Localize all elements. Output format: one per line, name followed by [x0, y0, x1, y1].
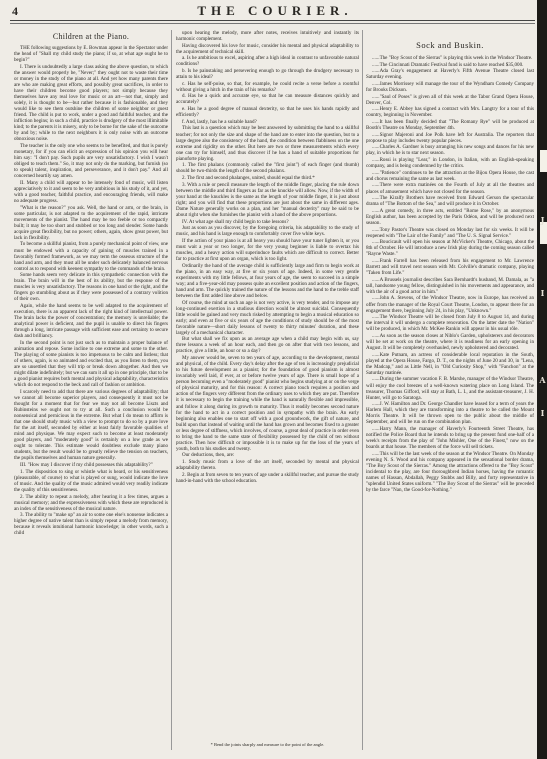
- article-paragraph: Some hands seem very delicate in this sympathetic connection with the brain. The brain will in the best of its ability, but the response of the muscles is very unsatisfactory. The reasons in one hand or the right, and the fingers go stumbling about as if they were possessed of a contrary volition of their own.: [14, 272, 168, 303]
- header-rule-thin: [10, 23, 535, 24]
- edge-letter: I: [540, 288, 545, 298]
- footnote: * Bend the joints sharply and measure to the point of the angle.: [210, 742, 325, 747]
- article-paragraph: e. Has he a good degree of manual dexterity, so that he uses his hands rapidly and efficiently?: [176, 106, 359, 119]
- article-paragraph: ......Frank Farrell has been released from his engagement to Mr. Lawrence Barrett and will travel next season with Mr. Colville's dramatic company, playing "Taken from Life.": [366, 258, 534, 277]
- article-paragraph: ......As soon as the season closes at Niblo's Garden, upholsterers and decorators will be set at work on the theatre, where it is readiness for an early opening in August. It will be completely overhauled, newly upholstered and decorated.: [366, 332, 534, 352]
- article-paragraph: I scarcely need to add that there are various degrees of adaptability; that we cannot all become superior players, and consequently it must not be thought for a moment that for fear we may not all become Liszts and Rubinsteins we ought not to try at all. Such a conclusion would be nonsensical and pernicious in the extreme. But what I do mean to affirm is that one should study music with a view to prompt to do so by a pure love for the art itself, seconded by either at least fairly favorable qualities of mind and physique. We may expect such to become at least moderately good players, and "moderately good" is certainly on a low grade as we ought to tolerate. This estimate would doubtless exclude many piano students, but the result would be to greatly relieve the tension on teachers, the pupils themselves and human nature generally.: [14, 388, 168, 462]
- article-paragraph: ......Ada Gray's engagement at Haverly's Fifth Avenue Theatre closed last Saturday evening.: [366, 68, 534, 81]
- edge-mark: [540, 222, 547, 244]
- article-paragraph: II. Many a child will appear to be intensely fond of music, will listen appreciatively to it and seem to be very ambitious in his study of it, and yet, with a good teacher, faithful practice, and encouraging friends, will make no adequate progress.: [14, 179, 168, 204]
- edge-letter: I: [540, 408, 545, 418]
- article-paragraph: ......The Windsor Theatre will be closed from July 8 to August 14, and during the interval it will undergo a complete renovation. On the latter date the "Nation" will be produced, in which Mr. McKee Rankin will appear in his usual rôle.: [366, 314, 534, 333]
- article-paragraph: ......"Saul of Poses" is given all of this week at the Tabor Grand Opera House, Denver, Col.: [366, 93, 534, 106]
- article-paragraph: Ordinarily the hand of the average child is sufficiently large and firm to begin work at the piano, in an easy way, at five or six years of age. Indeed, in some very gentle experiments with my little fellows, at four years of age, the seem to succeed in a simple way; and a five-year-old may possess quite an excellent position and action of the fingers, hand and arm. The quickly trained the nature of the lessons and the hand to the treble staff between the first added line above and below.: [176, 262, 359, 299]
- article-paragraph: Having discovered his love for music, consider his mental and physical adaptability to the acquirement of technical skill.: [176, 42, 359, 55]
- article-paragraph: 1. The disposition to sing or whistle what is heard, or his sensitiveness (pleasurable, of course) to what is played or sung, would indicate the love of music. And the quality of the music admired would very readily indicate the quality of this sensitiveness.: [14, 468, 168, 493]
- article-paragraph: d. Has he a quick and accurate eye, so that he can measure distances quickly and accurately?: [176, 93, 359, 106]
- article-paragraph: ......Signor Majeroni and Joe Polk have left for Australia. The reporters that propose to play includes twenty popular pieces.: [366, 131, 534, 144]
- masthead: THE COURIER.: [197, 3, 353, 18]
- article-paragraph: ......A Brussels journalist describes Sara Bernhardt's husband, M. Damala, as "a tall, handsome young fellow, distinguished in his movements and appearance, and with the air of a good actor in him.": [366, 276, 534, 295]
- article-paragraph: ......John A. Stevens, of the Windsor Theatre, now in Europe, has received an offer from the manager of the Royal Court Theatre, London, to appear there for an engagement there, beginning July 24, in his play, "Unknown.": [366, 295, 534, 314]
- article-paragraph: 1. The first phalanx (commonly called the "first joint") of each finger (and thumb) should be two-thirds the length of the second phalanx.: [176, 162, 359, 175]
- article-paragraph: ......Henry E. Abbey has signed a contract with Mrs. Langtry for a tour of this country, beginning in November.: [366, 106, 534, 119]
- article-paragraph: 3. The ability to "make up" an air to some one else's nonsense indicates a higher degree of native talent than is simply repeat a melody from memory, because it reveals intuitional harmonic knowledge; in other words, such a child: [14, 512, 168, 537]
- article-paragraph: a. Is he ambitious to excel, aspiring after a high ideal in contrast to unfavorable natural conditions?: [176, 55, 359, 68]
- article-paragraph: III. "How may I discover if my child possesses this adaptability?": [20, 462, 153, 469]
- article-paragraph: ......A great comedy, in three acts, entitled "Rome Rose," by an anonymous English author, has been accepted by the Paris Odéon, and will be produced next season.: [366, 207, 534, 226]
- edge-letter: A: [539, 375, 546, 385]
- article-paragraph: ......It has been finally decided that "The Romany Rye" will be produced at Booth's Theatre on Monday, September 4th.: [366, 119, 534, 132]
- article-paragraph: ......Kate Putnam, an actress of considerable local reputation in the South, played at the Opera House, Fargo, D. T., on the nights of June 20 and 30, in "Lena, the Madcap," and as Little Nell, in "Old Curiosity Shop," with "Fanchon" at the Saturday matinée.: [366, 351, 534, 376]
- article-paragraph: 2. The ability to repeat a melody, after hearing it a few times, argues a musical memory; and the expressiveness with which these are reproduced is an index of the sensitiveness of the musical nature.: [14, 493, 168, 512]
- column-divider: [362, 30, 363, 750]
- article-paragraph: IV. At what age shall my child begin to take lessons?: [182, 218, 289, 225]
- article-paragraph: ......"Patience" continues to be the attraction at the Bijou Opera House, the cast and chorus remaining the same as last week.: [366, 169, 534, 182]
- article-paragraph: ......Harry Mann, the manager of Haverly's Fourteenth Street Theatre, has notified the Police Board that he intends to bring up the present fund one-half of a week's receipts from the play of "John Mishler, One of the Finest," now on the boards at that house. The members of the force will sell tickets.: [366, 426, 534, 451]
- article-paragraph: f. And, lastly, has he a suitable hand?: [182, 118, 257, 125]
- edge-mark: [540, 150, 547, 172]
- article-paragraph: Of course, the mind at such an age is not very active, is very tender, and to impose any long-continued exertion in a studious direction would be almost suicidal. Consequently little would be gained and very much risked by attempting to begin a musical education so early; and even at five or six years of age the conditions of study should be of the most favorable nature—short daily lessons of twenty to thirty minutes' duration, and these largely of a mechanical character.: [176, 299, 359, 336]
- edge-letter: J: [540, 215, 545, 225]
- article-paragraph: c. Has he self-poise, so that, for example, he could recite a verse before a roomful without giving a hitch in the train of his remarks?: [176, 80, 359, 93]
- article-paragraph: b. Is he painstaking and persevering enough to go through the drudgery necessary to attain to his ideal?: [176, 68, 359, 81]
- column-children-at-piano: [14, 30, 168, 752]
- article-paragraph: ......During the summer vacation F. B. Marshe, manager of the Windsor Theatre, will enjoy the cool breezes of a well-known watering place on Long Island. The treasurer, Thomas Gifford, will stay at Bath, L. I., and the assistant-treasurer, J. H. Hunter, will go to Saratoga.: [366, 376, 534, 401]
- article-paragraph: I. There is undoubtedly a large class asking the above question, to which the answer would properly be, "Never;" they ought not to waste their time or money in the study of the piano at all. And yet how many parents there are who are making great efforts, and possibly great sacrifices, in order to have their children become good players; not simply because they themselves have any real love for music or an art—not that, simply and solely, it is thought to be—but rather because it is fashionable, and they would like to see them outshine the children of some neighbor or guest friend. The child is put to work, under a good and faithful teacher, and the infliction begins; in such a child, practice is drudgery of the most illimitable kind; to the parents it is misery, only to be borne for the sake of the outcome by and by; while to the next neighbors it is only noise with an outcome obnoxious noise.: [14, 63, 168, 143]
- article-heading: Sock and Buskin.: [416, 40, 484, 50]
- article-paragraph: But what shall we fix upon as an average age when a child may begin with us, say three lessons a week of an hour each, and then go on after that with two lessons, and practice, give a little, an hour or so a day?: [176, 336, 359, 355]
- article-paragraph: 3. With a rule or pencil measure the length of the middle finger, placing the rule down between the middle and third fingers as far as the knuckle will allow. Now, if the width of your hand at the knuckles is the same as the length of your middle finger, it is just about right; and you will find that these proportions are just about the same in different ages. Dame Nature generally works on a plan, and her "manual dexterity" may be said to be about right when she furnishes the pianist with a hand of the above proportions.: [176, 181, 359, 218]
- article-paragraph: The teacher is the only one who seems to be benefited, and that is purely monetary, for if you can elicit an expression of his opinion you will hear him say: "I don't pay. Such pupils are very unsatisfactory. I wish I wasn't obliged to teach them." So, it may not only do the marking, but furnish (so to speak) talent, inspiration, and perseverance, and it don't pay." And all concerned heartily say amen.: [14, 142, 168, 180]
- column-sock-and-buskin: [366, 30, 534, 752]
- article-paragraph: ......The Cincinnati Dramatic Festival fund is said to have reached $35,000.: [372, 61, 524, 68]
- article-paragraph: 2. The first and second phalanges, united, should equal the third.*: [182, 175, 315, 182]
- article-paragraph: ......J. W. Hamilton and Dr. George Chandler have leased for a term of years the Harlem Hall, which they are transforming into a theatre to be called the Mount Morris Theatre. It will be thrown open to the public about the middle of September, and will be run on the combination plan.: [366, 401, 534, 426]
- article-paragraph: ......There were extra matinées on the Fourth of July at all the theatres and places of amusement which have not closed for the season.: [366, 182, 534, 195]
- article-paragraph: Just as soon as you discover, by the foregoing criteria, his adaptability to the study of music, and his hand is large enough to comfortably cover five white keys.: [176, 225, 359, 238]
- article-paragraph: ......Rossi is playing "Lear," in London, in Italian, with an English-speaking company, and is being condemned by the critics.: [366, 157, 534, 170]
- article-paragraph: To become a skillful pianist, from a purely mechanical point of view, one must be endowed with a capacity of gaining of muscles trained in a favorably formed framework, as we may term the osseous structure of the hand and arm, and they must all be under such delicately balanced nervous control as to respond with keenest sympathy to the commands of the brain.: [14, 241, 168, 272]
- article-paragraph: THE following suggestions by E. Bowman appear in the Spectator under the head of "Shall my child study the piano; if so, at what age ought he to begin?": [14, 45, 168, 64]
- article-paragraph: upon hearing the melody, more after notes, receives intuitively and instantly its harmonic complement.: [176, 30, 359, 43]
- article-paragraph: In the second point is not just such as to maintain a proper balance of animation and repose. Some incline to one extreme and some to the other. The playing of some pianists is too impetuous to be calm and listless; that of others, again, is so animated and excited that, as you listen to them, you are so unsettled that they will trip or break down altogether. And then we might dilate indefinitely; but we can sum it all up in one principle, that to be a good pianist requires both mental and physical adaptability, characteristics which do not respond to the beck and call of fashion or ambition.: [14, 340, 168, 389]
- column-divider: [171, 30, 172, 750]
- article-paragraph: Again, while the hand seems to be well adapted to the acquirement of execution, there is an apparent lack of the right kind of intellectual power. The brain lacks the power of concentration; the memory is unreliable; the analytical power is deficient, and the pupil is unable to direct his fingers through a long, intricate passage with sufficient ease and certainty to secure dash and brilliancy.: [14, 303, 168, 340]
- article-paragraph: ......The "Boy Scout of the Sierras" is playing this week in the Windsor Theatre.: [372, 55, 533, 61]
- article-paragraph: This last is a question which may be best answered by submitting the hand to a skillful teacher; for not only the size and shape of the hand are to enter into the question, but to a large degree also the consistency of the hand, the condition between flabbiness on the one extreme and rigidity on the other. But here are two or three measurements which every one can try for himself, and thus discover if he has a hand of suitable proportions for pianoforte playing.: [176, 125, 359, 162]
- column-continued-article: [176, 30, 359, 752]
- page-number: 4: [12, 4, 18, 18]
- article-paragraph: Our deductions, then, are:: [182, 452, 235, 459]
- article-paragraph: My answer would be, seven to ten years of age, according to the development, mental and physical, of the child. Every day's delay after the age of ten is increasingly prejudicial to his future development as a pianist; for the foundation of good pianism is almost invariably well laid, if ever, at or before twelve years of age. There is small hope of a person becoming even a "moderately good" pianist who begins studying at or on the verge of physical maturity, and for this reason: A correct piano touch requires a position and action of the fingers very different from the ordinary uses to which they are put. Therefore it is necessary to begin the training while the hand is naturally flexible and impressible, and follow it along during its growth to maturity. Thus it readily becomes second nature for the hand to act in a correct position and in sympathy with the brain. An early beginning also enables one to start off with a good groundwork, the gift of nature, and build upon that instead of waiting until the hand has grown and becomes fixed to a greater or less degree of stiffness, which involves, of course, a great deal of practice in order even to bring the hand to the same state of flexibility possessed by the child of ten without practice. Then how difficult or impossible it is to make up for the loss of the years of youth, both to his studies and twenty.: [176, 355, 359, 452]
- article-paragraph: ......The Kiralfy Brothers have received from Edward Gerson the spectacular drama of "The Bottom of the Sea," and will produce it in October.: [366, 195, 534, 208]
- article-paragraph: 1. Study music from a love of the art itself, seconded by mental and physical adaptability thereto.: [176, 459, 359, 472]
- header-rule: [10, 20, 535, 21]
- article-paragraph: ......Charles A. Gardner is busy arranging his new songs and dances for his new play, in which he is to star next season.: [366, 144, 534, 157]
- article-paragraph: ......Boucicault will open his season at McVicker's Theatre, Chicago, about the 8th of October. He will introduce a new Irish play during the coming season called "Rayne Waste.": [366, 239, 534, 258]
- article-paragraph: 2. Begin at from seven to ten years of age under a skillful teacher, and pursue the study hand-in-hand with the school education.: [176, 471, 359, 484]
- article-paragraph: ......Tony Pastor's Theatre was closed on Monday last for six weeks. It will be reopened with "The Lair of the Family" and "The U. S. Signal Service.": [366, 226, 534, 239]
- article-paragraph: ......James Morrissey will manage the tour of the Wyndham Comedy Company for Brooks Dickson.: [366, 80, 534, 94]
- article-paragraph: "What is the reason?" you ask. Well, the hand or arm, or the brain, in some particular, is not adapted to the acquirement of the rapid, intricate movements of the pianist. The hand may be too feeble or too compactly built; it may be too short and stubbed or too long and slender. Some hands acquire great flexibility, but no power; others, again, show great power, but lack in flexibility.: [14, 204, 168, 241]
- article-paragraph: If the action of your piano is at all heavy you should have your tuner lighten it, or you must wait a year or two longer, for the very young beginner is liable to overtax his muscles, and a heavy action will superinduce faults which are difficult to correct. Better far to practice at first upon an organ, which is too light.: [176, 237, 359, 262]
- article-paragraph: ......This will be the last week of the season at the Windsor Theatre. On Monday evening N. S. Wood and his company appeared in the sensational border drama, "The Boy Scout of the Sierras." Among the attractions offered to the "Boy Scout" incidental to the play, are four thoroughbred Indian horses, having the romantic names of Hassan, Abdallah, Peggy Stubbs and Billy, and forty representative in "splendid United States uniform." "The Boy Scout of the Sierras" will be preceded by the farce "Nan, the Good-for-Nothing.": [366, 450, 534, 494]
- article-heading: Children at the Piano.: [52, 32, 130, 41]
